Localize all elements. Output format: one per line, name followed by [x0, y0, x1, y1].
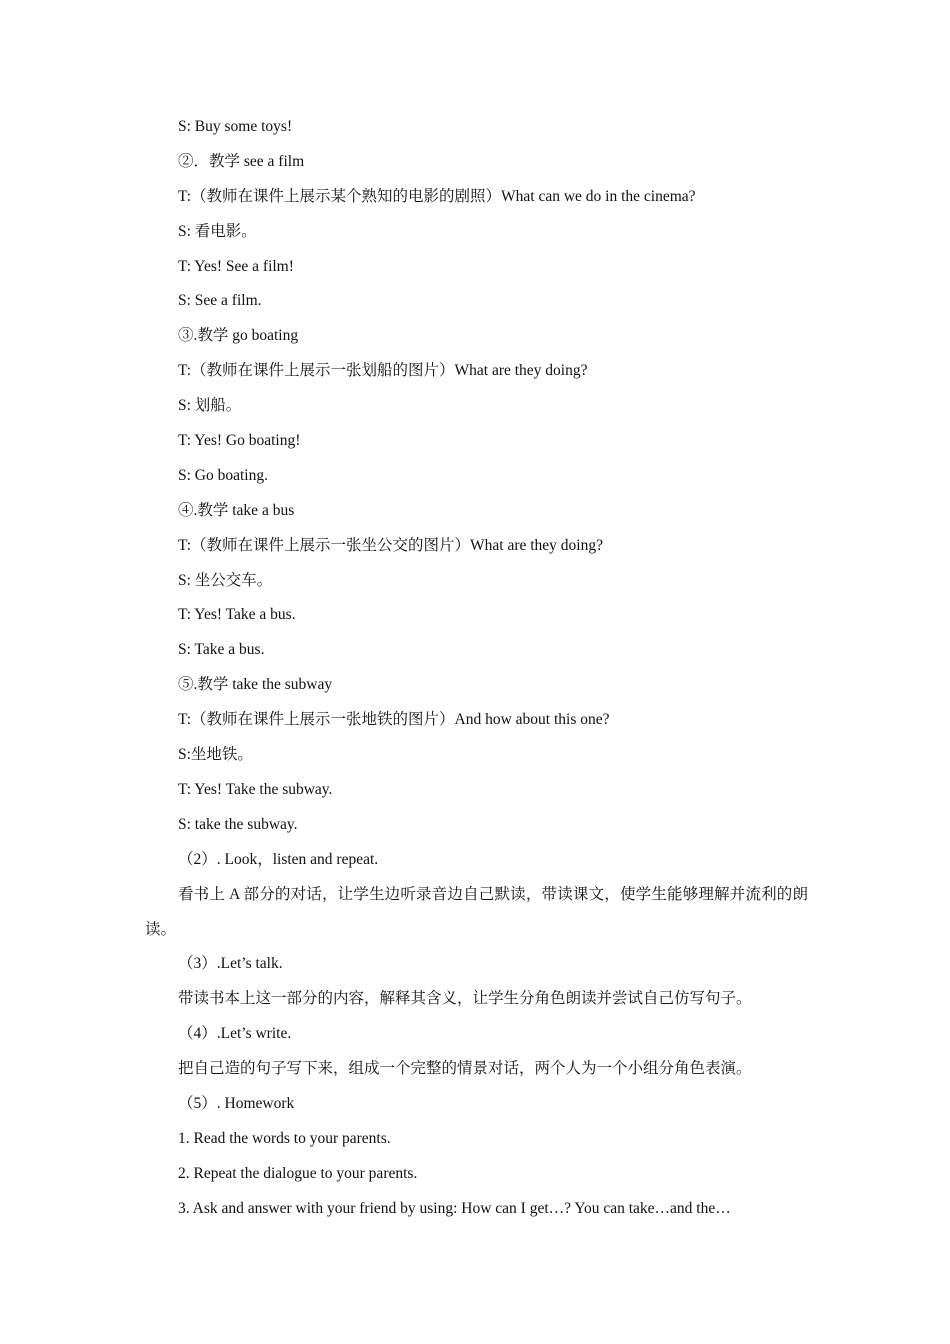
section-heading: （4）.Let’s write. — [178, 1025, 292, 1043]
text-line: S: 看电影。 — [178, 222, 257, 240]
text-line: 带读书本上这一部分的内容，解释其含义，让学生分角色朗读并尝试自己仿写句子。 — [178, 990, 752, 1008]
text-line: 把自己造的句子写下来，组成一个完整的情景对话，两个人为一个小组分角色表演。 — [178, 1060, 752, 1078]
section-heading: ⑤.教学 take the subway — [178, 676, 333, 694]
text-line: T: Yes! Take a bus. — [178, 606, 296, 624]
text-line: T:（教师在课件上展示一张划船的图片）What are they doing? — [178, 362, 588, 380]
text-line: T: Yes! Go boating! — [178, 432, 301, 450]
section-heading: （5）. Homework — [178, 1094, 295, 1112]
homework-item: 1. Read the words to your parents. — [178, 1129, 391, 1147]
text-line: S: 划船。 — [178, 397, 242, 415]
section-heading: ④.教学 take a bus — [178, 501, 295, 519]
text-line: S: take the subway. — [178, 815, 298, 833]
text-line: S: Buy some toys! — [178, 118, 293, 135]
text-line: S: See a film. — [178, 292, 262, 310]
body-paragraph: 看书上 A 部分的对话，让学生边听录音边自己默读，带读课文，使学生能够理解并流利的朗读。 — [145, 885, 808, 938]
section-heading: ②．教学 see a film — [178, 152, 305, 170]
text-line: S: 坐公交车。 — [178, 571, 273, 589]
section-heading: ③.教学 go boating — [178, 327, 299, 345]
homework-item: 3. Ask and answer with your friend by using: How can I get…? You can take…and the… — [178, 1199, 731, 1217]
text-line: T:（教师在课件上展示某个熟知的电影的剧照）What can we do in the cinema? — [178, 187, 696, 205]
section-heading: （3）.Let’s talk. — [178, 955, 283, 973]
text-line: S: Go boating. — [178, 466, 268, 484]
text-line: T: Yes! See a film! — [178, 257, 294, 275]
text-line: T:（教师在课件上展示一张坐公交的图片）What are they doing? — [178, 536, 603, 554]
section-heading: （2）. Look，listen and repeat. — [178, 850, 379, 868]
text-line: T:（教师在课件上展示一张地铁的图片）And how about this one? — [178, 711, 610, 729]
text-line: T: Yes! Take the subway. — [178, 780, 333, 798]
document-body — [145, 110, 810, 1227]
homework-item: 2. Repeat the dialogue to your parents. — [178, 1164, 418, 1182]
text-line: S:坐地铁。 — [178, 746, 253, 764]
text-line: S: Take a bus. — [178, 641, 265, 659]
